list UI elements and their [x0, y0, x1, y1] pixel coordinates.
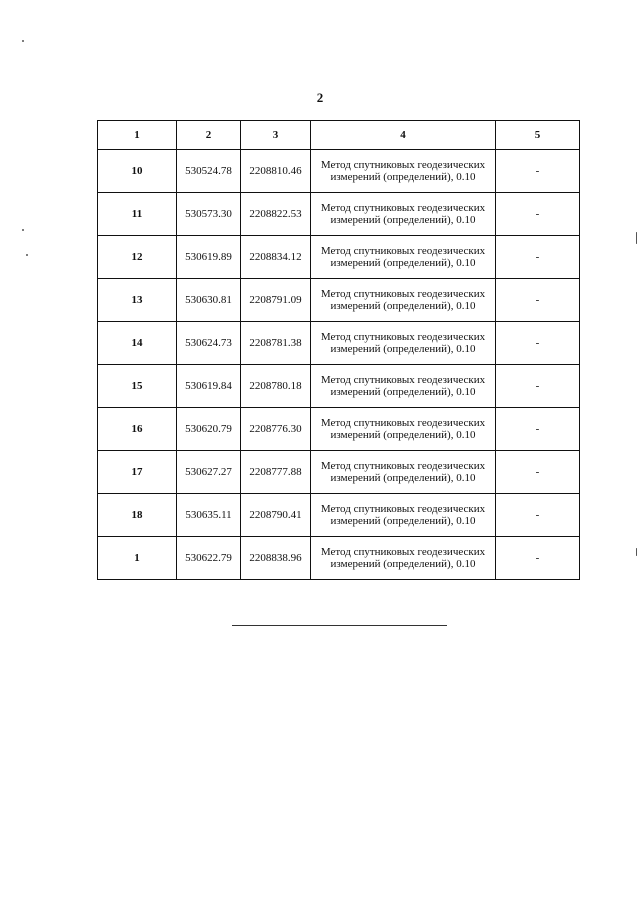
table-header — [98, 121, 580, 150]
note-cell: - — [496, 408, 580, 451]
y-coordinate-cell: 2208780.18 — [241, 365, 311, 408]
method-cell — [311, 494, 496, 537]
method-text-line1: Метод спутниковых геодезических — [320, 288, 486, 300]
point-number-cell: 13 — [98, 279, 177, 322]
method-text-line2: измерений (определений), 0.10 — [330, 257, 476, 269]
x-coordinate-cell: 530573.30 — [177, 193, 241, 236]
x-coordinate-cell: 530624.73 — [177, 322, 241, 365]
header-cell-x: 2 — [177, 121, 241, 150]
method-text-line2: измерений (определений), 0.10 — [330, 472, 476, 484]
x-coordinate-cell: 530627.27 — [177, 451, 241, 494]
y-coordinate-cell: 2208777.88 — [241, 451, 311, 494]
method-text-line2: измерений (определений), 0.10 — [330, 171, 476, 183]
scan-speck — [636, 232, 637, 244]
table-row — [98, 451, 580, 494]
header-cell-y: 3 — [241, 121, 311, 150]
method-cell — [311, 365, 496, 408]
method-text-line2: измерений (определений), 0.10 — [330, 386, 476, 398]
closing-divider — [232, 625, 447, 626]
y-coordinate-cell: 2208834.12 — [241, 236, 311, 279]
method-cell — [311, 537, 496, 580]
point-number-cell: 12 — [98, 236, 177, 279]
y-coordinate-cell: 2208776.30 — [241, 408, 311, 451]
method-cell — [311, 150, 496, 193]
table-row — [98, 494, 580, 537]
table-row — [98, 236, 580, 279]
y-coordinate-cell: 2208822.53 — [241, 193, 311, 236]
note-cell: - — [496, 150, 580, 193]
point-number-cell: 14 — [98, 322, 177, 365]
method-text-line2: измерений (определений), 0.10 — [330, 300, 476, 312]
method-text-line2: измерений (определений), 0.10 — [330, 214, 476, 226]
scan-speck — [22, 40, 24, 42]
table-row — [98, 537, 580, 580]
x-coordinate-cell: 530524.78 — [177, 150, 241, 193]
table-row — [98, 150, 580, 193]
y-coordinate-cell: 2208781.38 — [241, 322, 311, 365]
note-cell: - — [496, 279, 580, 322]
method-text-line1: Метод спутниковых геодезических — [320, 331, 486, 343]
method-text-line1: Метод спутниковых геодезических — [320, 503, 486, 515]
x-coordinate-cell: 530635.11 — [177, 494, 241, 537]
note-cell: - — [496, 451, 580, 494]
method-cell — [311, 193, 496, 236]
scan-speck — [26, 254, 28, 256]
method-text-line1: Метод спутниковых геодезических — [320, 374, 486, 386]
coordinates-table — [97, 120, 580, 580]
y-coordinate-cell: 2208791.09 — [241, 279, 311, 322]
header-cell-method: 4 — [311, 121, 496, 150]
method-cell — [311, 322, 496, 365]
table-row — [98, 279, 580, 322]
method-text-line2: измерений (определений), 0.10 — [330, 558, 476, 570]
header-row — [98, 121, 580, 150]
point-number-cell: 16 — [98, 408, 177, 451]
scan-speck — [636, 548, 637, 556]
method-cell — [311, 408, 496, 451]
note-cell: - — [496, 322, 580, 365]
point-number-cell: 11 — [98, 193, 177, 236]
x-coordinate-cell: 530620.79 — [177, 408, 241, 451]
table-row — [98, 365, 580, 408]
point-number-cell: 10 — [98, 150, 177, 193]
point-number-cell: 15 — [98, 365, 177, 408]
x-coordinate-cell: 530619.89 — [177, 236, 241, 279]
page-number: 2 — [316, 90, 324, 105]
method-text-line1: Метод спутниковых геодезических — [320, 245, 486, 257]
note-cell: - — [496, 494, 580, 537]
method-text-line1: Метод спутниковых геодезических — [320, 417, 486, 429]
y-coordinate-cell: 2208790.41 — [241, 494, 311, 537]
x-coordinate-cell: 530622.79 — [177, 537, 241, 580]
point-number-cell: 18 — [98, 494, 177, 537]
note-cell: - — [496, 537, 580, 580]
y-coordinate-cell: 2208838.96 — [241, 537, 311, 580]
header-cell-point: 1 — [98, 121, 177, 150]
point-number-cell: 17 — [98, 451, 177, 494]
table-row — [98, 193, 580, 236]
method-text-line2: измерений (определений), 0.10 — [330, 429, 476, 441]
table-row — [98, 322, 580, 365]
method-text-line2: измерений (определений), 0.10 — [330, 343, 476, 355]
method-text-line2: измерений (определений), 0.10 — [330, 515, 476, 527]
method-cell — [311, 451, 496, 494]
point-number-cell: 1 — [98, 537, 177, 580]
table-body — [98, 150, 580, 580]
header-cell-note: 5 — [496, 121, 580, 150]
note-cell: - — [496, 236, 580, 279]
method-text-line1: Метод спутниковых геодезических — [320, 546, 486, 558]
x-coordinate-cell: 530630.81 — [177, 279, 241, 322]
method-cell — [311, 279, 496, 322]
method-cell — [311, 236, 496, 279]
note-cell: - — [496, 365, 580, 408]
note-cell: - — [496, 193, 580, 236]
method-text-line1: Метод спутниковых геодезических — [320, 460, 486, 472]
method-text-line1: Метод спутниковых геодезических — [320, 159, 486, 171]
scan-speck — [22, 229, 24, 231]
y-coordinate-cell: 2208810.46 — [241, 150, 311, 193]
table-row — [98, 408, 580, 451]
method-text-line1: Метод спутниковых геодезических — [320, 202, 486, 214]
x-coordinate-cell: 530619.84 — [177, 365, 241, 408]
